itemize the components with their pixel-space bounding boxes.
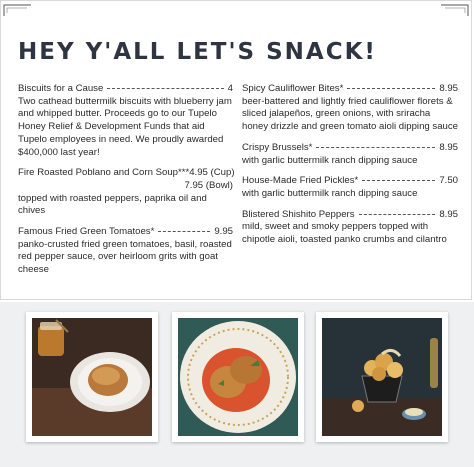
item-price: 8.95	[439, 208, 458, 220]
item-name: Crispy Brussels*	[242, 141, 313, 153]
item-price: 8.95	[439, 83, 458, 94]
menu-item	[242, 209, 458, 247]
item-name: Fire Roasted Poblano and Corn Soup***	[18, 167, 190, 179]
menu-column-left	[18, 83, 233, 285]
cauliflower-bites-photo	[316, 312, 448, 442]
item-description: with garlic buttermilk ranch dipping sauce	[242, 187, 418, 199]
menu-column-right	[242, 83, 458, 255]
item-description: beer-battered and lightly fried cauliflower florets & sliced jalapeños, green onions, with sriracha honey drizzle and green tomato aioli dipping sauce	[242, 95, 458, 133]
cauliflower-bites-image	[322, 318, 442, 436]
item-price: 7.50	[439, 175, 458, 187]
fried-green-tomato-photo	[172, 312, 304, 442]
biscuit-image	[32, 318, 152, 436]
item-name: Blistered Shishito Peppers	[242, 208, 355, 220]
corner-ornament-icon	[3, 3, 33, 17]
leader-dots	[347, 88, 435, 89]
leader-dots	[359, 214, 436, 215]
leader-dots	[158, 231, 210, 232]
item-description: mild, sweet and smoky peppers topped with chipotle aioli, toasted panko crumbs and cilantro	[242, 221, 447, 246]
menu-item	[242, 83, 458, 134]
item-price: 9.95	[214, 226, 233, 238]
menu-item	[18, 167, 233, 218]
item-price: 4	[227, 83, 233, 94]
item-name: Famous Fried Green Tomatoes*	[18, 226, 155, 238]
item-name: House-Made Fried Pickles*	[242, 175, 359, 187]
menu-item	[242, 142, 458, 167]
leader-dots	[107, 88, 223, 89]
item-price: 8.95	[439, 141, 458, 153]
menu-item	[18, 226, 233, 277]
corner-ornament-icon	[439, 3, 469, 17]
item-description: Two cathead buttermilk biscuits with blueberry jam and whipped butter. Proceeds go to our Tupelo Honey Relief & Development Funds that aid Tupelo employees in need. We proudly awarded $400,000 last year!	[18, 95, 232, 158]
fried-green-tomato-image	[178, 318, 298, 436]
menu-item	[18, 83, 233, 159]
item-name: Spicy Cauliflower Bites*	[242, 83, 344, 94]
item-price: 4.95 (Cup)	[189, 167, 235, 179]
leader-dots	[362, 180, 435, 181]
item-price-secondary: 7.95 (Bowl)	[184, 179, 233, 191]
page-title: HEY Y'ALL LET'S SNACK!	[18, 39, 377, 65]
biscuit-photo	[26, 312, 158, 442]
leader-dots	[316, 147, 435, 148]
menu-item	[242, 175, 458, 200]
food-photos	[0, 302, 474, 467]
item-description: with garlic buttermilk ranch dipping sauce	[242, 154, 418, 166]
item-name: Biscuits for a Cause	[18, 83, 104, 94]
item-description: topped with roasted peppers, paprika oil and chives	[18, 192, 207, 217]
item-description: panko-crusted fried green tomatoes, basil, roasted red pepper sauce, over heirloom grits with goat cheese	[18, 238, 232, 276]
